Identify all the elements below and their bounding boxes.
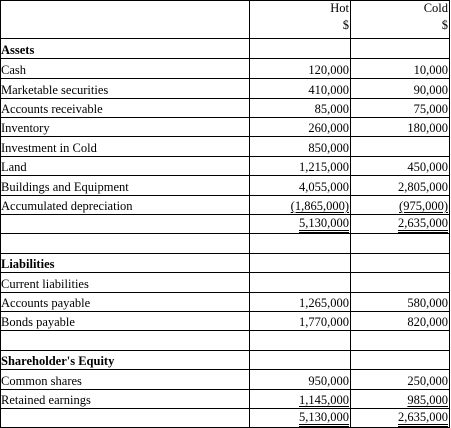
equity-total-cold: 2,635,000 <box>398 411 448 427</box>
row-label: Common shares <box>0 370 250 389</box>
row-label: Retained earnings <box>0 389 250 408</box>
empty-cell <box>351 273 450 292</box>
table-row <box>0 292 450 312</box>
cold-value: 580,000 <box>351 292 450 311</box>
empty-cell <box>250 39 351 58</box>
row-label: Cash <box>0 59 250 78</box>
liabilities-title: Liabilities <box>0 253 250 272</box>
cold-value-cell <box>351 389 450 408</box>
hot-value: 120,000 <box>250 59 351 78</box>
table-row <box>0 117 450 137</box>
row-label: Land <box>0 156 250 175</box>
hot-total-cell <box>250 408 351 427</box>
table-row <box>0 156 450 176</box>
equity-title-row <box>0 350 450 370</box>
table-row <box>0 137 450 157</box>
empty-cell <box>351 234 450 253</box>
hot-value: (1,865,000) <box>290 199 349 213</box>
empty-cell <box>250 331 351 350</box>
header-cold-cell <box>351 0 450 38</box>
table-row <box>0 389 450 409</box>
header-cold-currency: $ <box>441 18 448 32</box>
hot-value: 260,000 <box>250 117 351 136</box>
header-hot-currency: $ <box>342 18 349 32</box>
empty-cell <box>0 214 250 233</box>
table-row <box>0 98 450 118</box>
assets-title-row <box>0 39 450 59</box>
header-hot-cell <box>250 0 351 38</box>
table-row <box>0 311 450 331</box>
row-label: Bonds payable <box>0 311 250 330</box>
hot-value-cell <box>250 389 351 408</box>
hot-value: 410,000 <box>250 79 351 98</box>
hot-value: 1,265,000 <box>250 292 351 311</box>
assets-total-hot: 5,130,000 <box>299 217 349 233</box>
row-label: Accounts payable <box>0 292 250 311</box>
equity-title: Shareholder's Equity <box>0 350 250 369</box>
empty-cell <box>351 253 450 272</box>
empty-cell <box>250 350 351 369</box>
hot-value: 4,055,000 <box>250 176 351 195</box>
assets-title: Assets <box>0 39 250 58</box>
hot-value-cell <box>250 195 351 214</box>
cold-value: 75,000 <box>351 98 450 117</box>
empty-cell <box>351 331 450 350</box>
hot-value: 850,000 <box>250 137 351 156</box>
header-hot-label: Hot <box>330 1 349 15</box>
row-label: Accumulated depreciation <box>0 195 250 214</box>
empty-cell <box>250 253 351 272</box>
cold-value: 10,000 <box>351 59 450 78</box>
cold-value: 250,000 <box>351 370 450 389</box>
cold-value: 90,000 <box>351 79 450 98</box>
hot-total-cell <box>250 214 351 233</box>
empty-cell <box>351 350 450 369</box>
header-row <box>0 0 450 39</box>
hot-value: 85,000 <box>250 98 351 117</box>
spacer-row <box>0 331 450 351</box>
cold-value <box>351 137 450 156</box>
empty-cell <box>0 234 250 253</box>
table-row <box>0 59 450 79</box>
equity-total-hot: 5,130,000 <box>299 411 349 427</box>
header-blank-cell <box>0 0 250 38</box>
empty-cell <box>0 331 250 350</box>
cold-value: 820,000 <box>351 311 450 330</box>
assets-total-row <box>0 214 450 234</box>
cold-value: (975,000) <box>399 199 448 213</box>
cold-value: 985,000 <box>407 393 448 407</box>
assets-total-cold: 2,635,000 <box>398 217 448 233</box>
row-label: Inventory <box>0 117 250 136</box>
table-row <box>0 79 450 99</box>
empty-cell <box>351 39 450 58</box>
table-row <box>0 195 450 215</box>
hot-value: 950,000 <box>250 370 351 389</box>
cold-value: 450,000 <box>351 156 450 175</box>
liabilities-subtitle-row <box>0 273 450 293</box>
cold-total-cell <box>351 408 450 427</box>
hot-value: 1,145,000 <box>299 393 349 407</box>
equity-total-row <box>0 408 450 428</box>
empty-cell <box>0 408 250 427</box>
row-label: Marketable securities <box>0 79 250 98</box>
table-row <box>0 370 450 390</box>
row-label: Accounts receivable <box>0 98 250 117</box>
hot-value: 1,770,000 <box>250 311 351 330</box>
cold-value-cell <box>351 195 450 214</box>
table-row <box>0 176 450 196</box>
empty-cell <box>250 273 351 292</box>
header-cold-label: Cold <box>423 1 448 15</box>
cold-total-cell <box>351 214 450 233</box>
row-label: Buildings and Equipment <box>0 176 250 195</box>
hot-value: 1,215,000 <box>250 156 351 175</box>
liabilities-subtitle: Current liabilities <box>0 273 250 292</box>
empty-cell <box>250 234 351 253</box>
liabilities-title-row <box>0 253 450 273</box>
cold-value: 2,805,000 <box>351 176 450 195</box>
cold-value: 180,000 <box>351 117 450 136</box>
row-label: Investment in Cold <box>0 137 250 156</box>
spacer-row <box>0 234 450 254</box>
